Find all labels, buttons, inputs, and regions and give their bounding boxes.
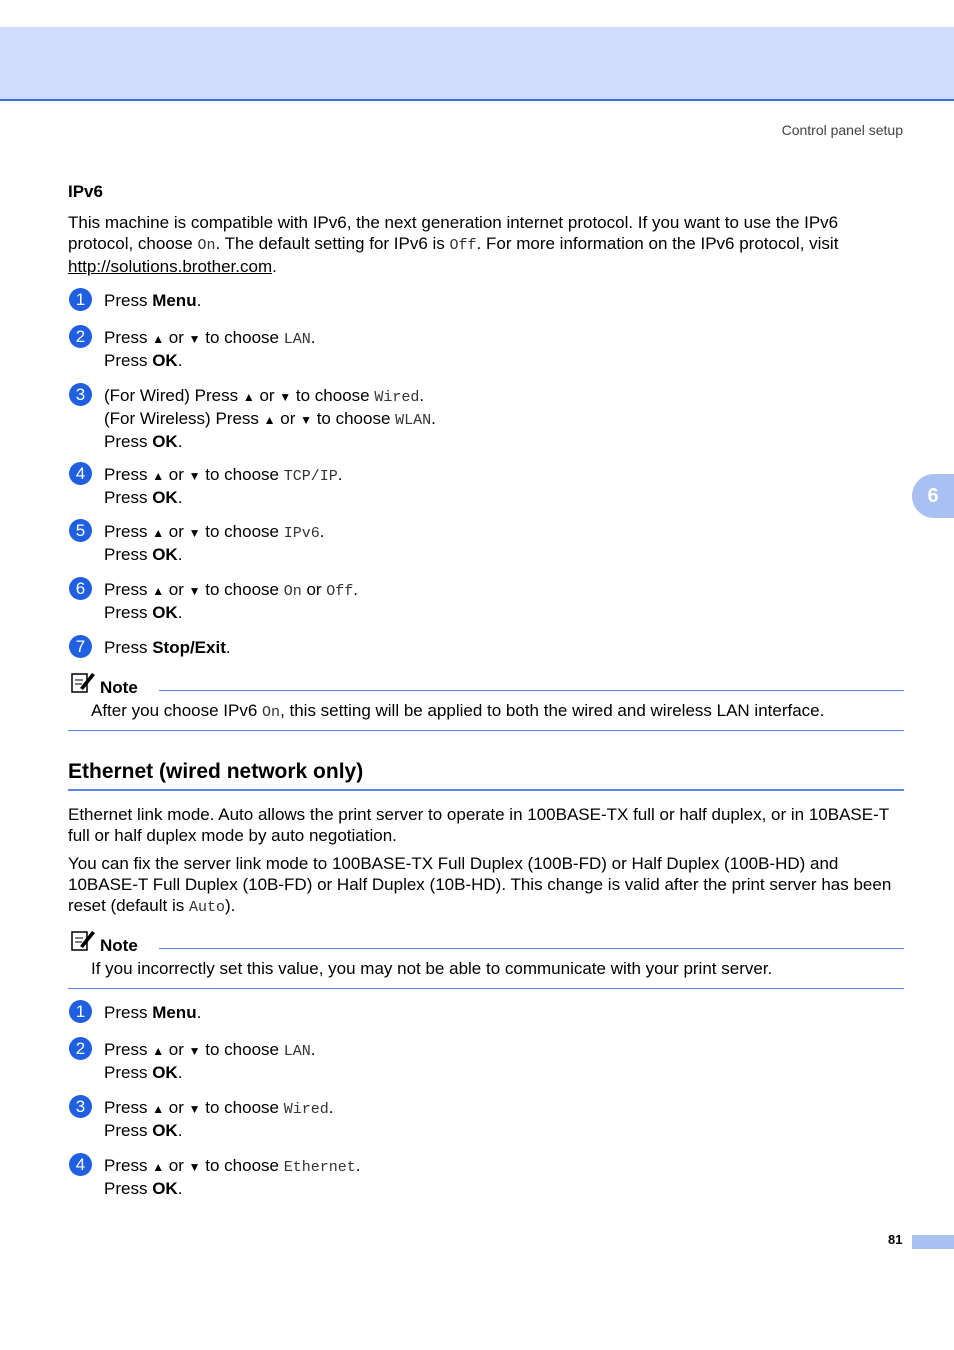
step-number-badge: 4 bbox=[69, 1153, 92, 1176]
inline-text: . bbox=[177, 1121, 183, 1140]
intro-text: . For more information on the IPv6 protocol, visit bbox=[476, 234, 839, 253]
note-end-rule bbox=[68, 988, 904, 989]
inline-text: . bbox=[177, 432, 183, 451]
section-rule bbox=[68, 789, 904, 791]
ok-key: OK bbox=[152, 1179, 178, 1198]
inline-text: Press bbox=[104, 545, 153, 564]
step-number-badge: 3 bbox=[69, 383, 92, 406]
menu-key: Menu bbox=[152, 291, 197, 310]
inline-text: . bbox=[225, 638, 231, 657]
inline-text: Press bbox=[104, 465, 153, 484]
down-arrow-icon: ▼ bbox=[188, 526, 201, 540]
inline-text: Press bbox=[104, 522, 153, 541]
inline-text: . bbox=[337, 465, 343, 484]
up-arrow-icon: ▲ bbox=[152, 469, 165, 483]
step-number-badge: 1 bbox=[69, 288, 92, 311]
down-arrow-icon: ▼ bbox=[188, 1160, 201, 1174]
step-number-badge: 2 bbox=[69, 325, 92, 348]
inline-text: Auto bbox=[188, 899, 225, 916]
step-number-badge: 4 bbox=[69, 462, 92, 485]
inline-text: or bbox=[275, 409, 301, 428]
up-arrow-icon: ▲ bbox=[152, 1044, 165, 1058]
step-number-badge: 7 bbox=[69, 635, 92, 658]
inline-text: Press bbox=[104, 1098, 153, 1117]
ok-key: OK bbox=[152, 488, 178, 507]
inline-text: . bbox=[353, 580, 359, 599]
inline-text: Press bbox=[104, 1179, 153, 1198]
note-pencil-icon bbox=[70, 928, 96, 952]
ok-key: OK bbox=[152, 545, 178, 564]
note-pencil-icon bbox=[70, 670, 96, 694]
note-text: If you incorrectly set this value, you may not be able to communicate with your print server. bbox=[91, 959, 773, 978]
inline-text: Press bbox=[104, 1121, 153, 1140]
inline-text: IPv6 bbox=[283, 525, 320, 542]
chapter-tab: 6 bbox=[912, 474, 954, 518]
ok-key: OK bbox=[152, 432, 178, 451]
up-arrow-icon: ▲ bbox=[152, 584, 165, 598]
inline-text: . bbox=[177, 545, 183, 564]
step-number-badge: 6 bbox=[69, 577, 92, 600]
note-label: Note bbox=[100, 936, 138, 955]
inline-text: . bbox=[355, 1156, 361, 1175]
inline-text: Press bbox=[104, 328, 153, 347]
inline-text: . bbox=[177, 488, 183, 507]
inline-text: WLAN bbox=[395, 412, 432, 429]
intro-text: . The default setting for IPv6 is bbox=[215, 234, 450, 253]
inline-text: On bbox=[283, 583, 302, 600]
note-rule bbox=[159, 948, 904, 949]
folio-bar bbox=[912, 1235, 954, 1249]
note-header bbox=[70, 673, 904, 697]
inline-text: Ethernet bbox=[283, 1159, 356, 1176]
inline-text: or bbox=[164, 328, 189, 347]
note-end-rule bbox=[68, 730, 904, 731]
inline-text: or bbox=[254, 386, 280, 405]
inline-text: to choose bbox=[311, 409, 396, 428]
inline-text: or bbox=[164, 580, 189, 599]
inline-text: ). bbox=[224, 896, 236, 915]
inline-text: or bbox=[164, 1098, 189, 1117]
step-number-badge: 3 bbox=[69, 1095, 92, 1118]
menu-key: Menu bbox=[152, 1003, 197, 1022]
inline-text: . bbox=[328, 1098, 334, 1117]
inline-text: Press bbox=[104, 638, 153, 657]
inline-text: or bbox=[164, 1040, 189, 1059]
inline-text: Wired bbox=[283, 1101, 329, 1118]
down-arrow-icon: ▼ bbox=[188, 1044, 201, 1058]
inline-text: to choose bbox=[200, 465, 284, 484]
up-arrow-icon: ▲ bbox=[152, 1160, 165, 1174]
section-title: Ethernet (wired network only) bbox=[68, 760, 364, 783]
inline-text: or bbox=[164, 1156, 189, 1175]
stop-exit-key: Stop/Exit bbox=[152, 638, 226, 657]
inline-text: . bbox=[431, 409, 436, 428]
inline-text: or bbox=[164, 465, 189, 484]
up-arrow-icon: ▲ bbox=[263, 413, 276, 427]
ethernet-para-2 bbox=[68, 853, 904, 918]
ok-key: OK bbox=[152, 1063, 178, 1082]
ok-key: OK bbox=[152, 1121, 178, 1140]
down-arrow-icon: ▼ bbox=[300, 413, 312, 427]
up-arrow-icon: ▲ bbox=[242, 390, 255, 404]
inline-text: , this setting will be applied to both the wired and wireless LAN interface. bbox=[280, 701, 825, 720]
page-number: 81 bbox=[888, 1232, 903, 1247]
down-arrow-icon: ▼ bbox=[188, 469, 201, 483]
inline-text: Press bbox=[104, 1003, 153, 1022]
value-on: On bbox=[197, 237, 216, 254]
inline-text: to choose bbox=[200, 522, 284, 541]
header-band bbox=[0, 27, 954, 101]
intro-line-1: This machine is compatible with IPv6, the next generation internet protocol. If you want to use the IPv6 bbox=[68, 213, 839, 232]
inline-text: to choose bbox=[200, 1040, 284, 1059]
inline-text: . bbox=[177, 1063, 183, 1082]
inline-text: . bbox=[319, 522, 325, 541]
inline-text: Press bbox=[104, 1063, 153, 1082]
inline-text: TCP/IP bbox=[283, 468, 338, 485]
inline-text: LAN bbox=[283, 331, 311, 348]
step-number-badge: 1 bbox=[69, 1000, 92, 1023]
step-number-badge: 2 bbox=[69, 1037, 92, 1060]
inline-text: Press bbox=[104, 432, 153, 451]
inline-text: On bbox=[262, 704, 281, 721]
note-rule bbox=[159, 690, 904, 691]
note-header bbox=[70, 931, 904, 955]
ethernet-para-1: Ethernet link mode. Auto allows the print server to operate in 100BASE-TX full or half duplex, or in 10BASE-T full or half duplex mode by auto negotiation. bbox=[68, 805, 889, 845]
inline-text: Press bbox=[104, 291, 153, 310]
inline-text: Press bbox=[104, 351, 153, 370]
inline-text: to choose bbox=[200, 1156, 284, 1175]
down-arrow-icon: ▼ bbox=[188, 332, 201, 346]
inline-text: Press bbox=[104, 580, 153, 599]
inline-text: LAN bbox=[283, 1043, 311, 1060]
inline-text: Press bbox=[104, 1156, 153, 1175]
ok-key: OK bbox=[152, 351, 178, 370]
inline-text: . bbox=[196, 291, 202, 310]
intro-text: . bbox=[272, 257, 277, 276]
down-arrow-icon: ▼ bbox=[188, 1102, 201, 1116]
up-arrow-icon: ▲ bbox=[152, 526, 165, 540]
inline-text: Press bbox=[104, 1040, 153, 1059]
inline-text: . bbox=[310, 1040, 316, 1059]
inline-text: to choose bbox=[291, 386, 375, 405]
ipv6-heading: IPv6 bbox=[68, 182, 103, 201]
value-off: Off bbox=[449, 237, 477, 254]
note-text bbox=[91, 700, 904, 723]
inline-text: Off bbox=[326, 583, 354, 600]
ipv6-intro bbox=[68, 212, 904, 277]
ok-key: OK bbox=[152, 603, 178, 622]
down-arrow-icon: ▼ bbox=[279, 390, 292, 404]
running-head: Control panel setup bbox=[781, 122, 903, 138]
inline-text: to choose bbox=[200, 1098, 284, 1117]
inline-text: . bbox=[177, 1179, 183, 1198]
inline-text: . bbox=[196, 1003, 202, 1022]
note-label: Note bbox=[100, 678, 138, 697]
inline-text: (For Wired) Press bbox=[104, 386, 243, 405]
inline-text: You can fix the server link mode to 100BASE-TX Full Duplex (100B-FD) or Half Duplex (100B-HD) and 10BASE-T Full Duplex (10B-FD) or Half Duplex (10B-HD). This change is valid after the print server has been reset (default is bbox=[68, 854, 892, 915]
inline-text: . bbox=[177, 351, 183, 370]
step-number-badge: 5 bbox=[69, 519, 92, 542]
inline-text: to choose bbox=[200, 328, 284, 347]
inline-text: to choose bbox=[200, 580, 284, 599]
inline-text: or bbox=[301, 580, 327, 599]
up-arrow-icon: ▲ bbox=[152, 332, 165, 346]
inline-text: or bbox=[164, 522, 189, 541]
inline-text: . bbox=[177, 603, 183, 622]
inline-text: Press bbox=[104, 603, 153, 622]
inline-text: Press bbox=[104, 488, 153, 507]
up-arrow-icon: ▲ bbox=[152, 1102, 165, 1116]
inline-text: Wired bbox=[374, 389, 420, 406]
intro-text: protocol, choose bbox=[68, 234, 198, 253]
inline-text: . bbox=[310, 328, 316, 347]
down-arrow-icon: ▼ bbox=[188, 584, 201, 598]
inline-text: . bbox=[419, 386, 425, 405]
inline-text: (For Wireless) Press bbox=[104, 409, 264, 428]
inline-text: After you choose IPv6 bbox=[91, 701, 263, 720]
solutions-link[interactable]: http://solutions.brother.com bbox=[68, 257, 273, 276]
